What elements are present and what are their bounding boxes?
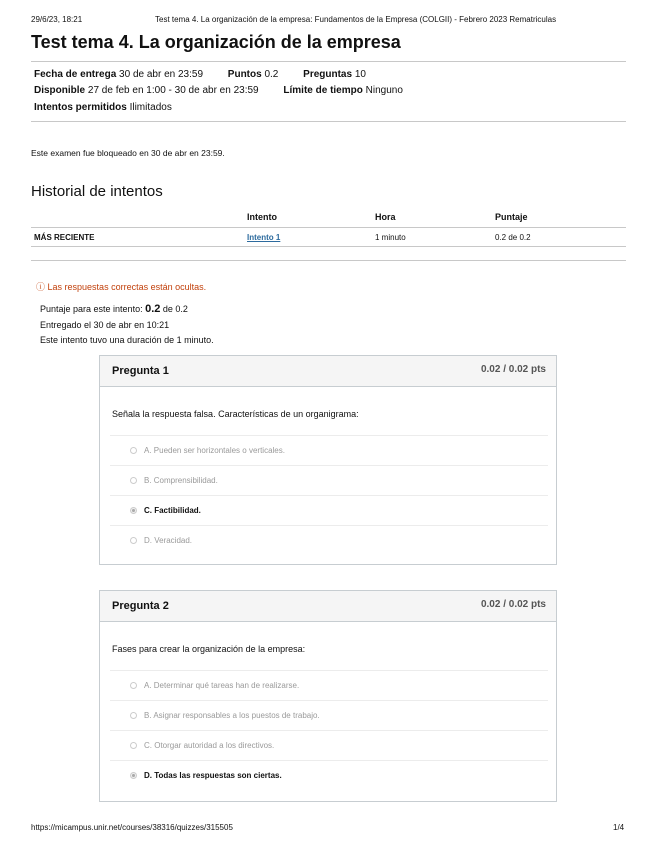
attempts-value: Ilimitados [129,102,172,113]
due-label: Fecha de entrega [34,69,117,80]
divider [31,227,626,228]
time-limit-value: Ninguno [365,85,403,96]
attempt-1-link[interactable]: Intento 1 [247,233,281,242]
option-label: D. Todas las respuestas son ciertas. [144,771,282,780]
score-value: 0.2 [145,303,161,315]
answer-option [110,730,548,760]
points-value: 0.2 [264,69,279,80]
answer-option [110,670,548,700]
answer-option [110,435,548,465]
radio-checked-icon [130,772,137,779]
option-label: B. Comprensibilidad. [144,476,218,485]
points-label: Puntos [227,69,262,80]
score-prefix: Puntaje para este intento: [40,304,143,314]
option-label: A. Pueden ser horizontales o verticales. [144,446,285,455]
due-value: 30 de abr en 23:59 [119,69,204,80]
question-title: Pregunta 2 [112,600,169,612]
page-number: 1/4 [613,823,625,832]
page-title: Test tema 4. La organización de la empresa [31,32,401,52]
available-label: Disponible [34,85,86,96]
meta-row-1 [34,69,366,80]
attempt-score: 0.2 de 0.2 [495,233,531,242]
warning-text: Las respuestas correctas están ocultas. [47,282,207,292]
footer-url: https://micampus.unir.net/courses/38316/quizzes/315505 [31,823,233,832]
question-points: 0.02 / 0.02 pts [480,364,546,375]
divider [31,260,626,261]
question-text: Señala la respuesta falsa. Características de un organigrama: [112,409,359,419]
print-datetime: 29/6/23, 18:21 [31,15,83,24]
history-title: Historial de intentos [31,183,163,200]
answer-option [110,465,548,495]
questions-value: 10 [354,69,366,80]
radio-icon [130,742,137,749]
radio-checked-icon [130,507,137,514]
col-time: Hora [375,212,396,222]
question-points: 0.02 / 0.02 pts [480,599,546,610]
radio-icon [130,712,137,719]
divider [31,61,626,62]
submitted-text: Entregado el 30 de abr en 10:21 [40,320,170,330]
time-limit-label: Límite de tiempo [283,85,363,96]
divider [31,121,626,122]
question-title: Pregunta 1 [112,365,169,377]
radio-icon [130,477,137,484]
question-2 [99,590,557,802]
print-page-title: Test tema 4. La organización de la empresa: Fundamentos de la Empresa (COLGII) - Febrero 2023 Rematriculas [155,15,557,24]
radio-icon [130,537,137,544]
col-attempt: Intento [247,212,277,222]
answer-option [110,525,548,555]
locked-notice: Este examen fue bloqueado en 30 de abr en 23:59. [31,148,225,158]
divider [31,246,626,247]
meta-row-3 [34,102,172,113]
score-suffix: de 0.2 [162,304,188,314]
radio-icon [130,447,137,454]
option-label: B. Asignar responsables a los puestos de trabajo. [144,711,320,720]
question-1 [99,355,557,565]
available-value: 27 de feb en 1:00 - 30 de abr en 23:59 [87,85,259,96]
option-label: A. Determinar qué tareas han de realizarse. [144,681,300,690]
col-score: Puntaje [495,212,528,222]
answer-option-selected [110,760,548,790]
answer-option-selected [110,495,548,525]
most-recent-label: MÁS RECIENTE [34,233,95,242]
radio-icon [130,682,137,689]
score-summary [40,303,188,315]
option-label: D. Veracidad. [144,536,193,545]
option-label: C. Otorgar autoridad a los directivos. [144,741,275,750]
attempt-time: 1 minuto [375,233,406,242]
warning-icon: ⓘ [36,282,46,292]
duration-text: Este intento tuvo una duración de 1 minuto. [40,335,214,345]
question-text: Fases para crear la organización de la empresa: [112,644,306,654]
meta-row-2 [34,85,403,96]
attempts-label: Intentos permitidos [34,102,127,113]
questions-label: Preguntas [303,69,353,80]
answer-option [110,700,548,730]
option-label: C. Factibilidad. [144,506,201,515]
hidden-answers-warning [36,280,206,293]
